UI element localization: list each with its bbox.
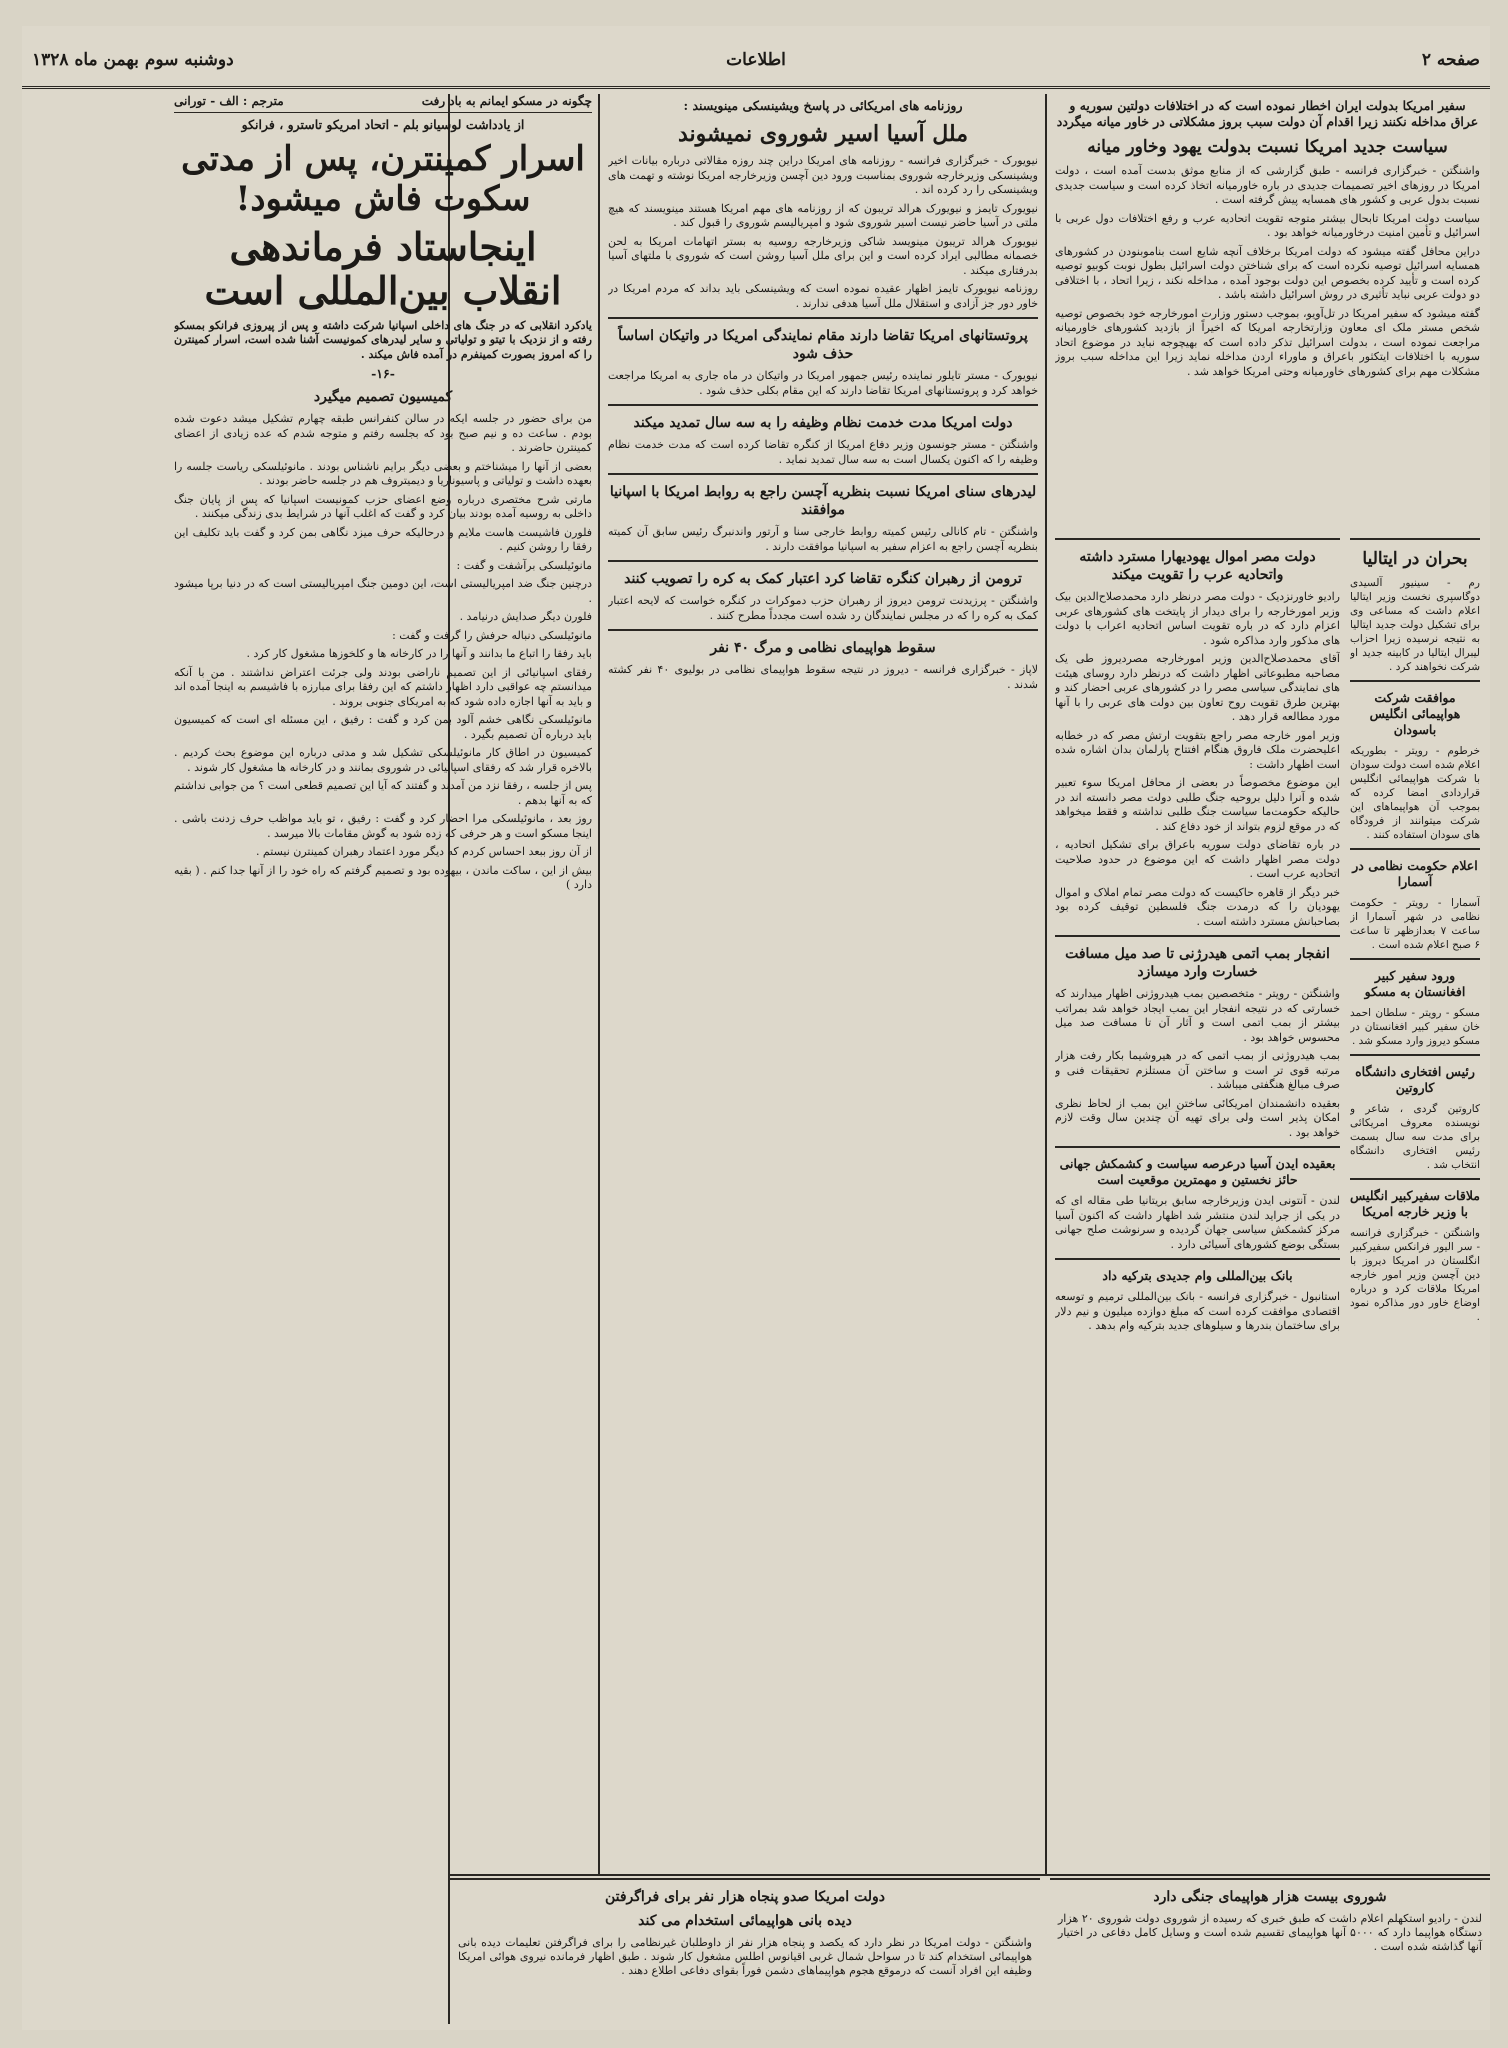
egypt-paragraph: رادیو خاورنزدیک - دولت مصر درنظر دارد محمدصلاح‌الدین بیک وزیر امورخارجه را برای دیدار از پایتخت های کشورهای عربی اعزام دارد که در باره تقویت اساس اتحادیه اعراب با دولت های مذکور وارد مذاکره شود . [1055,590,1340,647]
issue-date: دوشنبه سوم بهمن ماه ۱۳۲۸ [32,50,234,70]
series-title: چگونه در مسکو ایمانم به باد رفت [421,94,592,108]
egypt-paragraph: در باره تقاضای دولت سوریه باعراق برای تشکیل اتحادیه ، دولت مصر اظهار داشت که این موضوع در حدود صلاحیت اتحادیه عرب است . [1055,838,1340,880]
truman-paragraph: واشنگتن - پرزیدنت ترومن دیروز از رهبران حزب دموکرات در کنگره خواست که لایحه اعتبار کمک به کره را که در مجلس نمایندگان رد شده است مجدداً مطرح کنند . [608,594,1038,622]
section-rule [450,1874,1490,1876]
observers-paragraph: واشنگتن - دولت امریکا در نظر دارد که یکصد و پنجاه هزار نفر از داوطلبان غیرنظامی را برای فراگرفتن تعلیمات دیده بانی هواپیمائی استخدام کند تا در سواحل شمال غربی اقیانوس اطلس مشغول کار شوند . طبق اظهار فرمانده نیروی هوائی امریکا وظیفه این افراد آنست که درموقع هجوم هواپیماهای دشمن فوراً بقوای دفاعی اطلاع دهند . [458,1936,1033,1977]
egypt-paragraph: وزیر امور خارجه مصر راجع بتقویت ارتش مصر که در خطابه اعلیحضرت ملک فاروق هنگام افتتاح پارلمان بدان اشاره شده است اظهار داشت : [1055,728,1340,771]
page-number: صفحه ۲ [1421,50,1480,70]
hbomb-paragraph: واشنگتن - رویتر - متخصصین بمب هیدروژنی اظهار میدارند که خسارتی که در نتیجه انفجار این بمب ایجاد خواهد شد بمراتب بیشتر از بمب اتمی است و آثار آن تا مسافت صد میل محسوس خواهد بود . [1055,987,1340,1044]
translator: مترجم : الف - تورانی [174,94,284,108]
meeting-body: واشنگتن - خبرگزاری فرانسه - سر الیور فرانکس سفیرکبیر انگلستان در امریکا دیروز با دین آچسن وزیر امور خارجه امریکا ملاقات کرد و درباره اوضاع خاور دور مذاکره نمود . [1350,1227,1480,1323]
feature-paragraph: بیش از این ، ساکت ماندن ، بیهوده بود و تصمیم گرفتم که راه خود را از آنها جدا کنم . ( بقیه دارد ) [174,863,592,891]
feature-paragraph: کمیسیون در اطاق کار مانوئیلسکی تشکیل شد و مدتی درباره این موضوع بحث کردیم . بالاخره قرار شد که رفقای اسپانیائی در شوروی بمانند و در کارخانه ها مشغول کار شوند . [174,746,592,774]
sudan-headline: موافقت شرکت هواپیمائی انگلیس باسودان [1369,690,1461,737]
truman-headline: ترومن از رهبران کنگره تقاضا کرد اعتبار کمک به کره را تصویب کنند [624,571,1022,587]
egypt-paragraph: این موضوع مخصوصاً در بعضی از محافل امریکا سوء تعبیر شده و آنرا دلیل بروحیه جنگ طلبی دولت مصر دانسته اند در حالیکه حکومت‌ما سیاست جنگ طلبی نداشته و فقط میخواهد که در موقع لزوم بتواند از خود دفاع کند . [1055,776,1340,833]
lead-paragraph: گفته میشود که سفیر امریکا در تل‌آویو، بموجب دستور وزارت امورخارجه خود بخصوص توصیه شخص مستر ملک ای معاون وزارتخارجه امریکا که اخیراً از بازدید کشورهای خاورمیانه مراجعت نموده است ، بدولت اسرائیل تذکر داده است که بهیچوجه نباید در موضوع اتحاد سوریه با اختلافات ایتکثور باعراق و ماوراء اردن مداخله نماید زیرا این مداخله سبب بروز مشکلات مهم برای کشورهای خاورمیانه وحتی امریکا خواهد شد . [1055,306,1480,378]
feature-dialog: مانوئیلسکی برآشفت و گفت : [456,558,592,572]
feature-paragraph: من برای حضور در جلسه ایکه در سالن کنفرانس طبقه چهارم تشکیل میشد دعوت شده بودم . ساعت ده و نیم صبح بود که بجلسه رفتم و متوجه شدم که عده زیادی از اعضای کمینترن حاضرند . [174,412,592,454]
feature-dialog: فلورن دیگر صدایش درنیامد . [459,610,592,623]
narrow-column [1350,532,1480,1872]
draft-headline: دولت امریکا مدت خدمت نظام وظیفه را به سه سال تمدید میکند [633,415,1013,431]
plane-crash-headline: سقوط هواپیمای نظامی و مرگ ۴۰ نفر [710,640,936,656]
bottom-right-article [1050,1878,1490,2028]
committee-headline: کمیسیون تصمیم میگیرد [313,389,453,405]
soviet-aircraft-paragraph: لندن - رادیو استکهلم اعلام داشت که طبق خبری که رسیده از شوروی دولت شوروی ۲۰ هزار دستگاه هواپیما دارد که ۵۰۰۰ آنها هواپیمای تقسیم شده است و وسایل کامل دفاعی در اختیار آنها گذاشته شده است . [1058,1912,1483,1953]
feature-paragraph: رفقای اسپانیائی از این تصمیم ناراضی بودند ولی جرئت اعتراض نداشتند . من با آنکه میدانستم چه عواقبی دارد اظهار داشتم که این رفقا برای مبارزه با فاشیسم به اینجا آمده اند و باید به آنها اجازه داده شود که به امریکای جنوبی بروند . [174,665,592,708]
meeting-headline: ملاقات سفیرکبیر انگلیس با وزیر خارجه امریکا [1350,1188,1480,1219]
asia-headline: بعقیده ایدن آسیا درعرصه سیاست و کشمکش جهانی حائز نخستین و مهمترین موقعیت است [1059,1156,1336,1187]
soviet-paragraph: نیویورک هرالد تریبون مینویسد شاکی وزیرخارجه روسیه به بستر اتهامات امریکا به لحن خصمانه مطالبی ایراد کرده است و این برای ملل آسیا روشن است که شوروی با ملتهای آسیا بدرفتاری میکند . [608,234,1038,277]
series-subhead: از یادداشت لوسیانو بلم - اتحاد امریکو تاسترو ، فرانکو [241,116,525,132]
lead-paragraph: سیاست دولت امریکا تابحال بیشتر متوجه تقویت اتحادیه عرب و رفع اختلافات دول عربی با اسرائیل و تأمین امنیت درخاورمیانه خواهد بود . [1055,211,1480,239]
italy-headline: بحران در ایتالیا [1362,549,1468,569]
observers-headline-2: دیده بانی هواپیمائی استخدام می کند [638,1913,852,1929]
lead-teaser: سفیر امریکا بدولت ایران اخطار نموده است که در اختلافات دولتین سوریه و عراق مداخله نکنند زیرا اقدام آن دولت سبب بروز مشکلاتی در خاور میانه میگردد [1056,98,1479,129]
series-byline [174,94,592,113]
right-column-lower [1055,532,1340,1872]
lead-paragraph: دراین محافل گفته میشود که دولت امریکا برخلاف آنچه شایع است بناموبنودن در کشورهای همسایه اسرائیل توصیه نکرده است که برای شناختن دولت اسرائیل بطول نوبت کوبیو توصیه کرده است و تأیید کرده بخصوص این دولت بوجود آمده ، مداخله نکند ، زیرا اتحاد ، با اختلافی دو دولت عربی نباید تأثیری در روش اسرائیل داشته باشد . [1055,244,1480,301]
feature-paragraph: مارتی شرح مختصری درباره وضع اعضای حزب کمونیست اسپانیا که پس از پایان جنگ داخلی به روسیه آمده بودند بیان کرد و گفت که اغلب آنها در شرایط بدی زندگی میکنند . [174,492,592,520]
spain-paragraph: واشنگتن - تام کانالی رئیس کمیته روابط خارجی سنا و آرتور واندنبرگ رئیس سابق آن کمیته بنظریه آچسن راجع به اعزام سفیر به اسپانیا موافقت دارند . [608,525,1038,553]
asia-paragraph: لندن - آنتونی ایدن وزیرخارجه سابق بریتانیا طی مقاله ای که در یکی از جراید لندن منتشر شد اظهار داشت که اکنون آسیا مرکز کشمکش سیاسی جهان گردیده و سرنوشت صلح جهانی بستگی بوضع کشورهای آسیائی دارد . [1055,1194,1340,1251]
newspaper-page [22,26,1490,2030]
installment-number: -۱۶- [371,366,395,381]
bottom-center-article [450,1878,1040,2028]
spain-headline: لیدرهای سنای امریکا نسبت بنظریه آچسن راجع به روابط امریکا با اسپانیا موافقند [609,484,1037,518]
bank-headline: بانک بین‌المللی وام جدیدی بترکیه داد [1102,1268,1293,1283]
feature-paragraph: بعضی از آنها را میشناختم و بعضی دیگر برایم ناشناس بودند . مانوئیلسکی ریاست جلسه را بعهده داشت و تولیاتی و پاسیوناریا و دیمیتروف هم در جلسه حاضر بودند . [174,459,592,487]
asmara-body: آسمارا - رویتر - حکومت نظامی در شهر آسمارا از ساعت ۷ بعدازظهر تا ساعت ۶ صبح اعلام شده است . [1350,897,1480,951]
masthead [22,26,1490,89]
egypt-paragraph: آقای محمدصلاح‌الدین وزیر امورخارجه مصردیروز طی یک مصاحبه مطبوعاتی اظهار داشت که درنظر دارد روسای هیئت های نمایندگی سیاسی مصر را در کشورهای عربی احضار کند و بهترین طرق تقویت روح تعاون بین دولت های عربی را با آنها مورد مطالعه قرار دهد . [1055,652,1340,723]
feature-headline-2: اینجاستاد فرماندهی انقلاب بین‌المللی است [204,223,562,313]
observers-headline-1: دولت امریکا صدو پنجاه هزار نفر برای فراگرفتن [604,1889,886,1905]
soviet-paragraph: نیویورک تایمز و نیویورک هرالد تریبون که از روزنامه های مهم امریکا هستند مینویسند که هیچ ملتی در آسیا حاضر نیست اسیر شوروی شود و امپریالیسم شوروی را قبول کند . [608,201,1038,229]
vatican-headline: پروتستانهای امریکا تقاضا دارند مقام نمایندگی امریکا در واتیکان اساساً حذف شود [618,328,1028,362]
draft-paragraph: واشنگتن - مستر جونسون وزیر دفاع امریکا از کنگره تقاضا کرده است که مدت خدمت نظام وظیفه را که اکنون یکسال است به سه سال تمدید نماید . [608,438,1038,466]
left-column [174,94,592,2029]
afghan-headline: ورود سفیر کبیر افغانستان به مسکو [1364,968,1466,999]
soviet-paragraph: روزنامه نیویورک تایمز اظهار عقیده نموده است که ویشینسکی باید بداند که مردم امریکا در خاور دور جز آزادی و استقلال ملل آسیا هدفی ندارند . [608,282,1038,310]
feature-paragraph: مانوئیلسکی نگاهی خشم آلود بمن کرد و گفت : رفیق ، این مسئله ای است که کمیسیون باید درباره آن تصمیم بگیرد . [174,713,592,741]
egypt-headline: دولت مصر اموال یهودیهارا مسترد داشته واتحادیه عرب را تقویت میکند [1079,549,1316,583]
column-rule [598,94,600,1874]
feature-headline-1: اسرار کمینترن، پس از مدتی سکوت فاش میشود! [181,138,585,219]
sudan-body: خرطوم - رویتر - بطوریکه اعلام شده است دولت سودان با شرکت هواپیمائی انگلیس قراردادی امضا کرده که بموجب آن هواپیماهای این شرکت میتوانند از فرودگاه های سودان استفاده کنند . [1350,745,1480,841]
middle-column [608,94,1038,1869]
plane-crash-paragraph: لاپاز - خبرگزاری فرانسه - دیروز در نتیجه سقوط هواپیمای نظامی در بولیوی ۴۰ نفر کشته شدند . [608,663,1038,691]
italy-body: رم - سینیور آلسیدی دوگاسپری نخست وزیر ایتالیا اعلام داشت که مساعی وی برای تشکیل دولت جدید ایتالیا به نتیجه نرسیده زیرا احزاب لیبرال ایتالیا در کابینه جدید او شرکت نخواهند کرد . [1350,577,1480,673]
newspaper-name: اطلاعات [726,50,786,70]
vatican-paragraph: نیویورک - مستر تایلور نماینده رئیس جمهور امریکا در واتیکان در ماه جاری به امریکا مراجعت خواهد کرد و پروتستانهای امریکا تقاضا دارند که این مقام بکلی حذف شود . [608,369,1038,397]
feature-paragraph: فلورن فاشیست هاست ملایم و درحالیکه حرف میزد نگاهی بمن کرد و گفت باید تکلیف این رفقا را روشن کنیم . [174,525,592,553]
soviet-paragraph: نیویورک - خبرگزاری فرانسه - روزنامه های امریکا دراین چند روزه مقالاتی درباره بیانات اخیر ویشینسکی وزیرخارجه شوروی بمناسبت ورود دین آچسن وزیرخارجه امریکا نوشته و تهمت های ویشینسکی را رد کرده اند . [608,154,1038,196]
feature-dialog: باید رفقا را اتباع ما بدانند و آنها را در کارخانه ها و کلخوزها مشغول کار کرد . [246,647,592,660]
feature-paragraph: روز بعد ، مانوئیلسکی مرا احضار کرد و گفت : رفیق ، تو باید مواظب حرف زدنت باشی . اینجا مسکو است و هر حرفی که زده شود به گوش مقامات بالا میرسد . [174,812,592,840]
feature-dialog: مانوئیلسکی دنباله حرفش را گرفت و گفت : [392,628,592,642]
soviet-subheadline: روزنامه های امریکائی در پاسخ ویشینسکی مینویسند : [683,98,963,113]
university-headline: رئیس افتخاری دانشگاه کاروتین [1355,1064,1475,1095]
bank-paragraph: استانبول - خبرگزاری فرانسه - بانک بین‌المللی ترمیم و توسعه اقتصادی موافقت کرده است که مبلغ دوازده میلیون و نیم دلار برای ساختمان بندرها و سیلوهای جدید بترکیه وام بدهد . [1055,1290,1340,1332]
hbomb-paragraph: بعقیده دانشمندان امریکائی ساختن این بمب از لحاظ نظری امکان پذیر است ولی برای تهیه آن چندین سال وقت لازم خواهد بود . [1055,1096,1340,1139]
egypt-paragraph: خبر دیگر از قاهره حاکیست که دولت مصر تمام املاک و اموال یهودیان را که درمدت جنگ فلسطین توقیف کرده بود بصاحبانش مسترد داشته است . [1055,885,1340,928]
soviet-headline: ملل آسیا اسیر شوروی نمیشوند [678,121,968,147]
afghan-body: مسکو - رویتر - سلطان احمد خان سفیر کبیر افغانستان در مسکو دیروز وارد مسکو شد . [1350,1007,1480,1047]
feature-intro: یادکرد انقلابی که در جنگ های داخلی اسپانیا شرکت داشته و پس از پیروزی فرانکو بمسکو رفته و از نزدیک با تیتو و تولیاتی و سایر لیدرهای کمونیست آشنا شده است، اسرار کمینترن را که امروز بصورت کمینفرم در آمده فاش میکند . [174,318,592,361]
feature-paragraph: پس از جلسه ، رفقا نزد من آمدند و گفتند که آیا این تصمیم قطعی است ؟ من جوابی نداشتم که به آنها بدهم . [174,779,592,807]
lead-paragraph: واشنگتن - خبرگزاری فرانسه - طبق گزارشی که از منابع موثق بدست آمده است ، دولت امریکا در روزهای اخیر تصمیمات جدیدی در باره خاورمیانه اتخاذ کرده است و سیاست جدیدی نسبت بدول عربی و کشور های همسایه پیش گرفته است . [1055,164,1480,206]
feature-dialog: درچنین جنگ ضد امپریالیستی است، این دومین جنگ امپریالیستی است که در دنیا برپا میشود . [174,577,592,605]
lead-headline: سیاست جدید امریکا نسبت بدولت یهود وخاور میانه [1087,137,1448,157]
hbomb-headline: انفجار بمب اتمی هیدرژنی تا صد میل مسافت خسارت وارد میسازد [1065,946,1330,980]
feature-paragraph: از آن روز ببعد احساس کردم که دیگر مورد اعتماد رهبران کمینترن نیستم . [255,845,592,858]
column-rule [1045,94,1047,1874]
asmara-headline: اعلام حکومت نظامی در آسمارا [1352,858,1478,889]
university-body: کاروتین گردی ، شاعر و نویسنده معروف امریکائی برای مدت سه سال بسمت رئیس افتخاری دانشگاه انتخاب شد . [1350,1103,1480,1171]
hbomb-paragraph: بمب هیدروژنی از بمب اتمی که در هیروشیما بکار رفت هزار مرتبه قوی تر است و ساختن آن مستلزم تحقیقات فنی و صرف مبالغ هنگفتی میباشد . [1055,1049,1340,1091]
soviet-aircraft-headline: شوروی بیست هزار هواپیمای جنگی دارد [1153,1889,1387,1905]
